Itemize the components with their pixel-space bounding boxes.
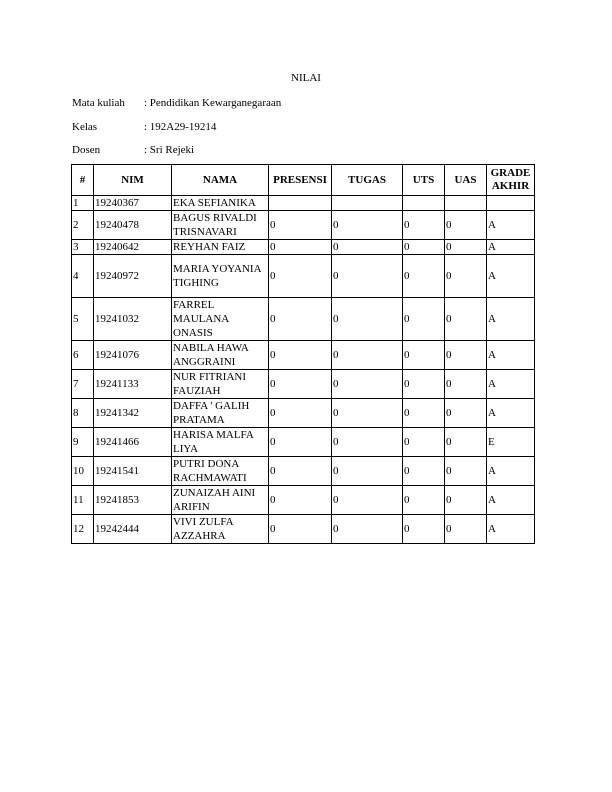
cell-uas: 0 — [445, 341, 487, 370]
table-body — [72, 196, 535, 544]
table-row — [72, 515, 535, 544]
meta-course — [72, 97, 281, 109]
cell-presensi: 0 — [269, 370, 332, 399]
meta-class-value: : 192A29-19214 — [144, 121, 217, 133]
cell-uas: 0 — [445, 255, 487, 298]
cell-number: 11 — [72, 486, 94, 515]
cell-presensi: 0 — [269, 515, 332, 544]
table-row — [72, 428, 535, 457]
cell-uts: 0 — [403, 370, 445, 399]
cell-grade: A — [487, 486, 535, 515]
header-nama: NAMA — [172, 165, 269, 196]
header-nim: NIM — [94, 165, 172, 196]
cell-uas: 0 — [445, 515, 487, 544]
cell-uts: 0 — [403, 211, 445, 240]
cell-number: 2 — [72, 211, 94, 240]
table-header-row — [72, 165, 535, 196]
cell-presensi: 0 — [269, 486, 332, 515]
cell-number: 12 — [72, 515, 94, 544]
cell-uts: 0 — [403, 240, 445, 255]
header-grade-akhir: GRADE AKHIR — [487, 165, 535, 196]
header-tugas: TUGAS — [332, 165, 403, 196]
cell-number: 6 — [72, 341, 94, 370]
cell-nim: 19241133 — [94, 370, 172, 399]
cell-tugas: 0 — [332, 298, 403, 341]
cell-grade: A — [487, 457, 535, 486]
cell-grade: A — [487, 240, 535, 255]
cell-uts: 0 — [403, 399, 445, 428]
header-uas: UAS — [445, 165, 487, 196]
cell-nim: 19240367 — [94, 196, 172, 211]
cell-tugas: 0 — [332, 211, 403, 240]
cell-number: 9 — [72, 428, 94, 457]
cell-nim: 19240972 — [94, 255, 172, 298]
cell-grade: A — [487, 370, 535, 399]
cell-nama: DAFFA ' GALIH PRATAMA — [172, 399, 269, 428]
cell-uas: 0 — [445, 298, 487, 341]
cell-number: 4 — [72, 255, 94, 298]
meta-lecturer — [72, 144, 194, 156]
cell-tugas: 0 — [332, 486, 403, 515]
cell-tugas: 0 — [332, 428, 403, 457]
cell-uas: 0 — [445, 428, 487, 457]
header-presensi: PRESENSI — [269, 165, 332, 196]
cell-uts: 0 — [403, 341, 445, 370]
meta-course-value: : Pendidikan Kewarganegaraan — [144, 97, 282, 109]
cell-uts: 0 — [403, 457, 445, 486]
table-row — [72, 486, 535, 515]
cell-presensi: 0 — [269, 255, 332, 298]
cell-nama: REYHAN FAIZ — [172, 240, 269, 255]
cell-presensi: 0 — [269, 399, 332, 428]
cell-nama: VIVI ZULFA AZZAHRA — [172, 515, 269, 544]
table-row — [72, 211, 535, 240]
cell-tugas: 0 — [332, 240, 403, 255]
cell-nama: EKA SEFIANIKA — [172, 196, 269, 211]
cell-uts: 0 — [403, 298, 445, 341]
table-row — [72, 196, 535, 211]
header-number: # — [72, 165, 94, 196]
table-row — [72, 255, 535, 298]
cell-grade: A — [487, 298, 535, 341]
meta-lecturer-value: : Sri Rejeki — [144, 144, 195, 156]
cell-nim: 19241342 — [94, 399, 172, 428]
meta-class — [72, 121, 216, 133]
cell-grade: A — [487, 211, 535, 240]
cell-nama: ZUNAIZAH AINI ARIFIN — [172, 486, 269, 515]
cell-number: 7 — [72, 370, 94, 399]
cell-tugas: 0 — [332, 370, 403, 399]
cell-nim: 19242444 — [94, 515, 172, 544]
cell-tugas: 0 — [332, 515, 403, 544]
cell-uts — [403, 196, 445, 211]
cell-uas: 0 — [445, 486, 487, 515]
cell-uts: 0 — [403, 515, 445, 544]
cell-number: 8 — [72, 399, 94, 428]
table-row — [72, 298, 535, 341]
cell-nama: HARISA MALFA LIYA — [172, 428, 269, 457]
table-row — [72, 341, 535, 370]
cell-number: 3 — [72, 240, 94, 255]
cell-nama: MARIA YOYANIA TIGHING — [172, 255, 269, 298]
cell-nim: 19240642 — [94, 240, 172, 255]
cell-nim: 19240478 — [94, 211, 172, 240]
cell-presensi: 0 — [269, 298, 332, 341]
meta-course-label: Mata kuliah — [72, 97, 125, 109]
cell-presensi: 0 — [269, 457, 332, 486]
cell-nim: 19241541 — [94, 457, 172, 486]
cell-presensi: 0 — [269, 240, 332, 255]
cell-presensi: 0 — [269, 428, 332, 457]
cell-nim: 19241853 — [94, 486, 172, 515]
grades-table — [71, 164, 535, 544]
cell-grade: A — [487, 255, 535, 298]
cell-number: 5 — [72, 298, 94, 341]
cell-number: 1 — [72, 196, 94, 211]
cell-nama: NABILA HAWA ANGGRAINI — [172, 341, 269, 370]
cell-tugas: 0 — [332, 255, 403, 298]
cell-uas: 0 — [445, 457, 487, 486]
cell-grade: A — [487, 515, 535, 544]
cell-uas: 0 — [445, 240, 487, 255]
meta-lecturer-label: Dosen — [72, 144, 101, 156]
table-row — [72, 240, 535, 255]
table-row — [72, 399, 535, 428]
document-title: NILAI — [291, 72, 321, 84]
cell-grade: E — [487, 428, 535, 457]
cell-uas — [445, 196, 487, 211]
cell-presensi: 0 — [269, 341, 332, 370]
cell-tugas: 0 — [332, 399, 403, 428]
cell-tugas: 0 — [332, 341, 403, 370]
cell-presensi: 0 — [269, 211, 332, 240]
cell-uas: 0 — [445, 211, 487, 240]
cell-grade: A — [487, 341, 535, 370]
cell-nim: 19241466 — [94, 428, 172, 457]
cell-uts: 0 — [403, 255, 445, 298]
header-uts: UTS — [403, 165, 445, 196]
cell-nama: NUR FITRIANI FAUZIAH — [172, 370, 269, 399]
cell-number: 10 — [72, 457, 94, 486]
cell-uas: 0 — [445, 370, 487, 399]
cell-uts: 0 — [403, 486, 445, 515]
cell-nim: 19241076 — [94, 341, 172, 370]
cell-tugas: 0 — [332, 457, 403, 486]
meta-class-label: Kelas — [72, 121, 98, 133]
cell-tugas — [332, 196, 403, 211]
cell-grade: A — [487, 399, 535, 428]
cell-presensi — [269, 196, 332, 211]
cell-nama: BAGUS RIVALDI TRISNAVARI — [172, 211, 269, 240]
table-row — [72, 457, 535, 486]
cell-nim: 19241032 — [94, 298, 172, 341]
cell-uts: 0 — [403, 428, 445, 457]
cell-nama: PUTRI DONA RACHMAWATI — [172, 457, 269, 486]
cell-uas: 0 — [445, 399, 487, 428]
cell-grade — [487, 196, 535, 211]
table-row — [72, 370, 535, 399]
cell-nama: FARREL MAULANA ONASIS — [172, 298, 269, 341]
